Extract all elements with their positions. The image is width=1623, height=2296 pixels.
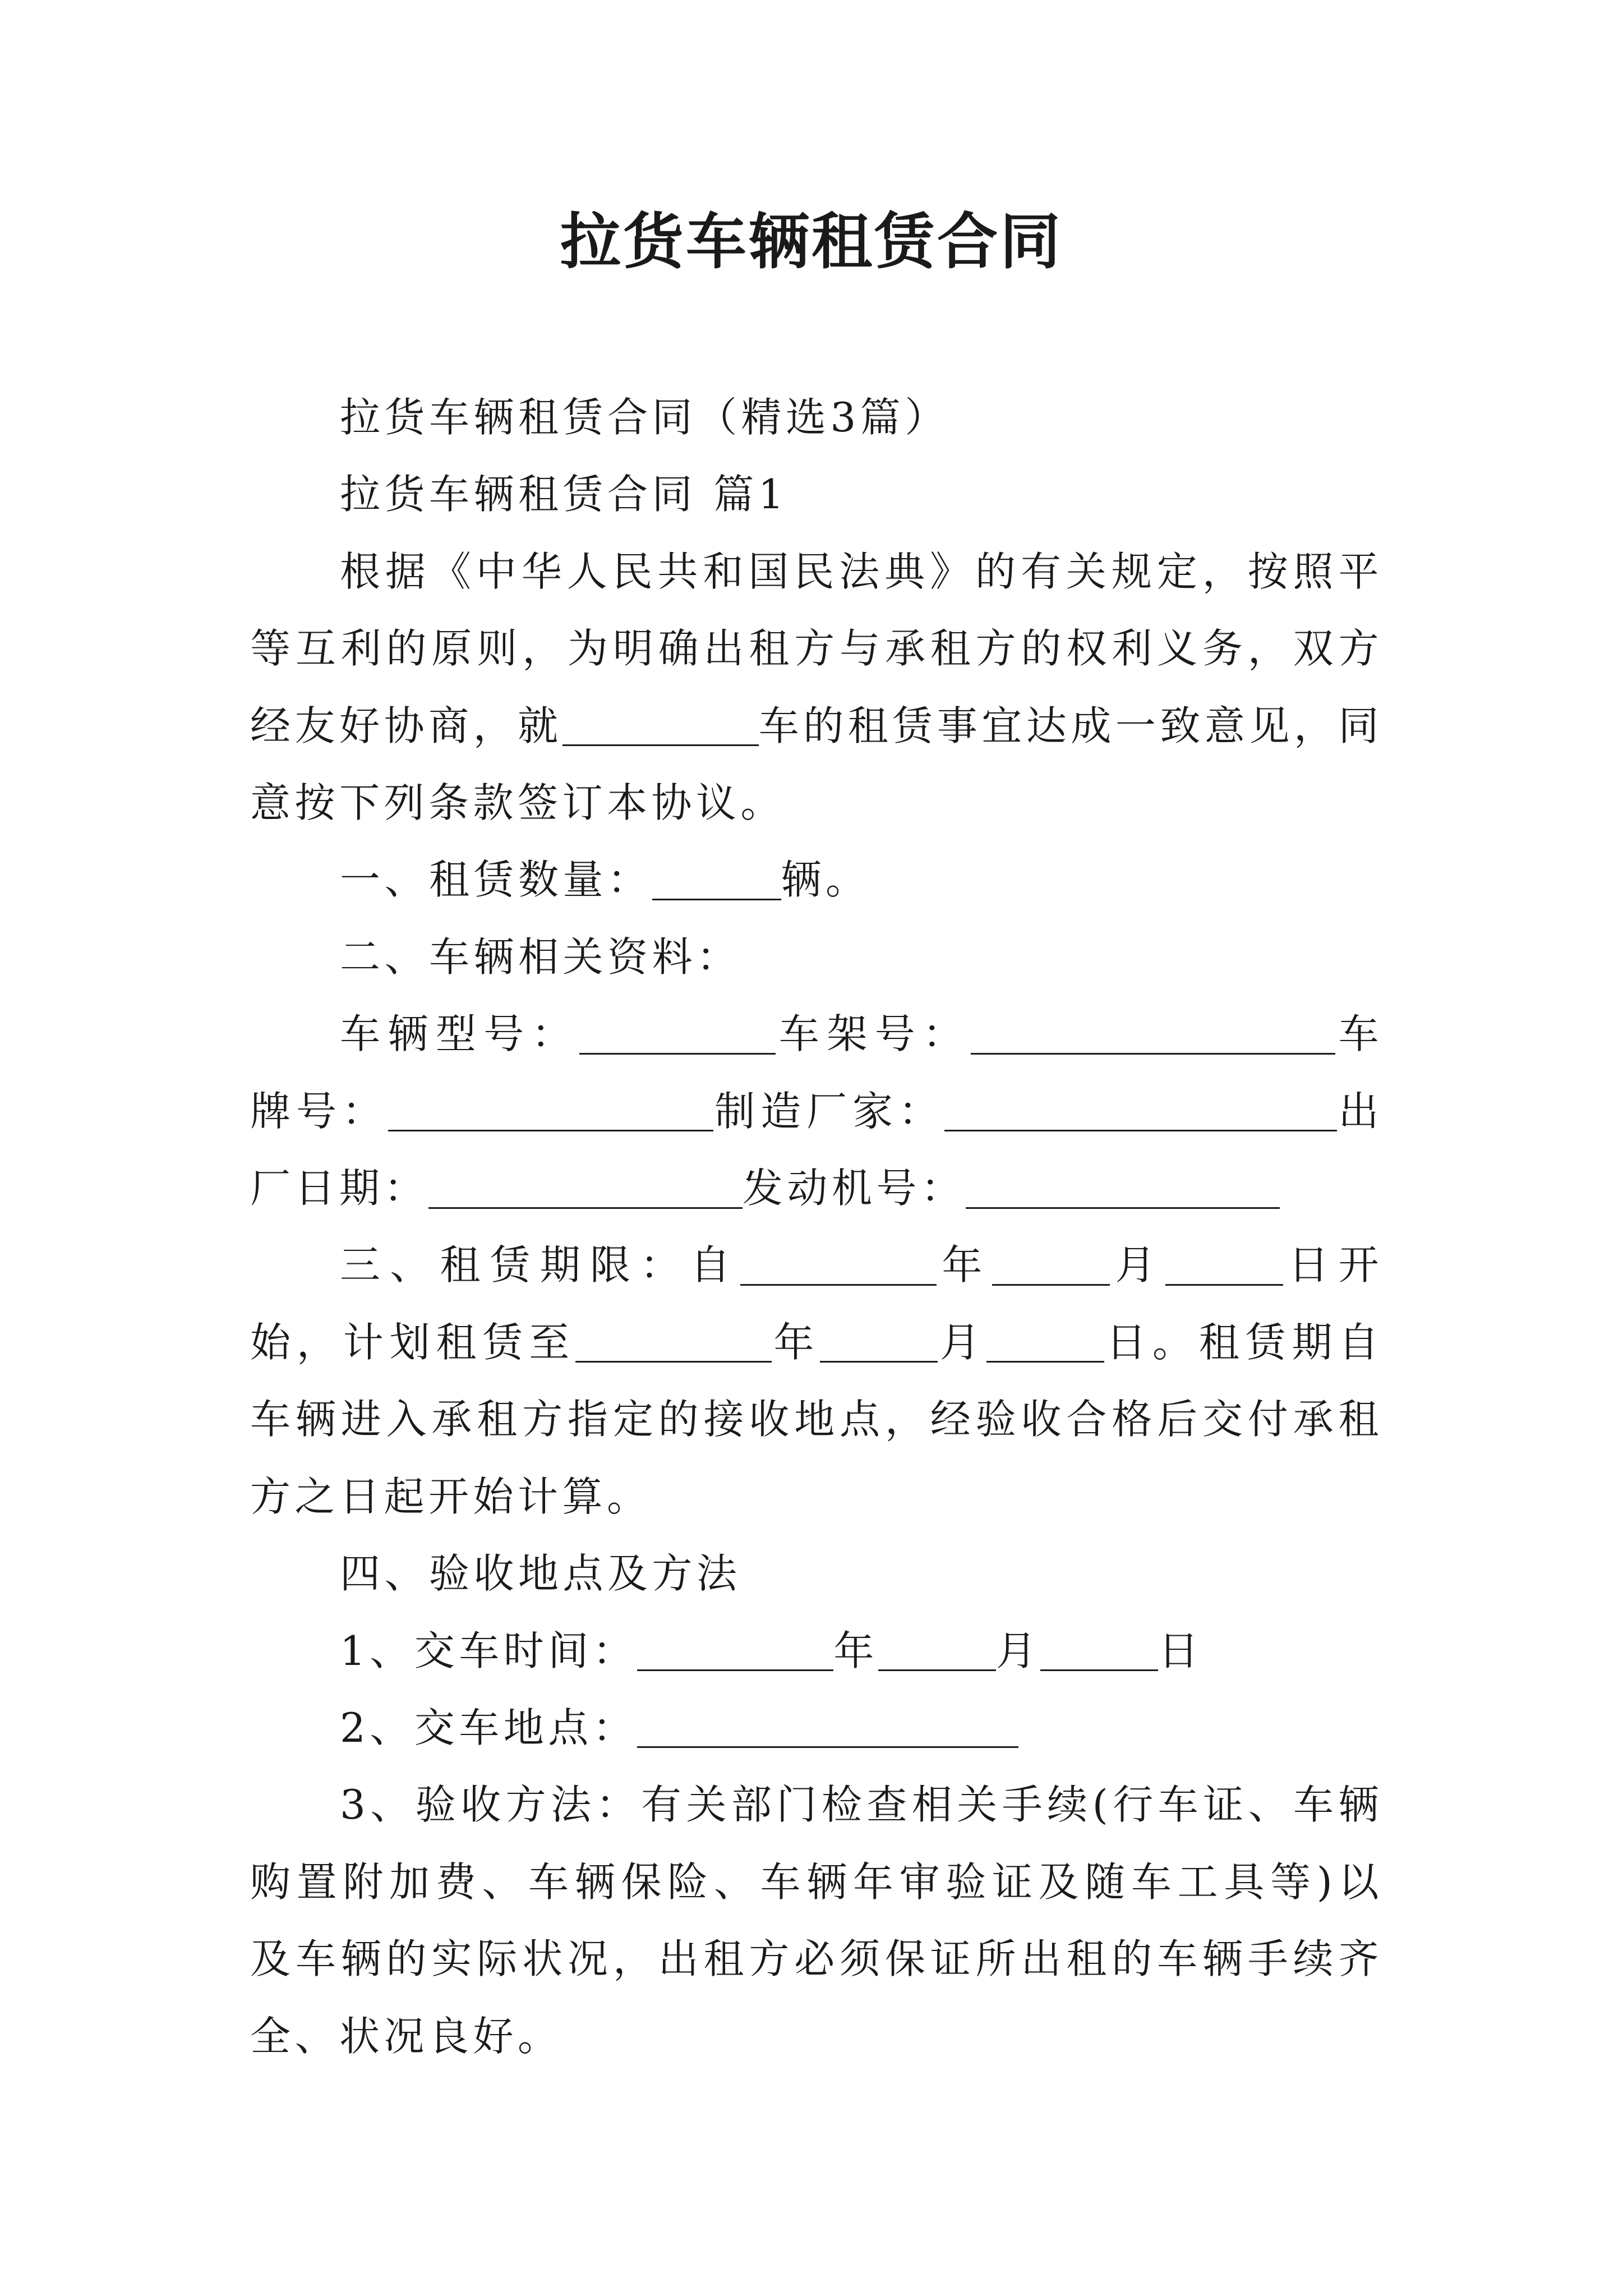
frame-number-label: 车架号： bbox=[776, 1010, 971, 1058]
start-year-blank bbox=[740, 1244, 937, 1286]
engine-number-label: 发动机号： bbox=[743, 1165, 966, 1212]
quantity-blank bbox=[652, 858, 781, 900]
delivery-place-blank bbox=[637, 1706, 1018, 1748]
preamble-text: 根据《中华人民共和国民法典》的有关规定，按照平等互利的原则，为明确出租方与承租方的权利义务，双方经友好协商，就 bbox=[250, 547, 1383, 749]
model-blank bbox=[579, 1013, 776, 1055]
delivery-time-label: 1、交车时间： bbox=[340, 1627, 638, 1674]
preamble-text-end: 车的租赁事宜达成一致意见，同意按下列条款签订本协议。 bbox=[250, 702, 1383, 827]
clause-inspection-heading: 四、验收地点及方法 bbox=[340, 1550, 741, 1598]
delivery-day-blank bbox=[1040, 1629, 1158, 1671]
quantity-unit: 辆。 bbox=[781, 856, 870, 904]
year-label: 年 bbox=[936, 1241, 992, 1289]
manufacturer-label: 制造厂家： bbox=[713, 1087, 945, 1135]
month-label: 月 bbox=[938, 1318, 986, 1366]
term-start-label: 三、租赁期限：自 bbox=[340, 1241, 740, 1289]
start-month-blank bbox=[992, 1244, 1110, 1286]
manufacturer-blank bbox=[944, 1089, 1337, 1131]
start-day-blank bbox=[1165, 1244, 1283, 1286]
clause-vehicle-info bbox=[250, 996, 1383, 1227]
subtitle-selection: 拉货车辆租赁合同（精选3篇） bbox=[340, 394, 949, 441]
clause-vehicle-info-heading: 二、车辆相关资料： bbox=[340, 933, 741, 981]
inspection-method: 3、验收方法：有关部门检查相关手续(行车证、车辆购置附加费、车辆保险、车辆年审验证及随车工具等)以及车辆的实际状况，出租方必须保证所出租的车辆手续齐全、状况良好。 bbox=[250, 1781, 1383, 2060]
production-date-blank bbox=[428, 1167, 743, 1209]
end-day-blank bbox=[986, 1320, 1104, 1363]
clause-lease-term bbox=[250, 1227, 1383, 1535]
month-label: 月 bbox=[995, 1627, 1041, 1674]
model-label: 车辆型号： bbox=[340, 1010, 580, 1058]
delivery-month-blank bbox=[878, 1629, 996, 1671]
plate-number-blank bbox=[388, 1089, 713, 1131]
delivery-year-blank bbox=[637, 1629, 833, 1671]
engine-number-blank bbox=[966, 1167, 1280, 1209]
year-label: 年 bbox=[833, 1627, 878, 1674]
quantity-label: 一、租赁数量： bbox=[340, 856, 652, 904]
production-date-label: 出厂日期： bbox=[250, 1087, 1383, 1212]
document-body bbox=[250, 379, 1383, 2075]
document-title: 拉货车辆租赁合同 bbox=[560, 207, 1063, 277]
frame-number-blank bbox=[971, 1013, 1335, 1055]
plate-number-label: 车牌号： bbox=[250, 1010, 1383, 1135]
term-end-label: 日开始，计划租赁至 bbox=[250, 1241, 1383, 1366]
delivery-place bbox=[250, 1690, 1383, 1766]
year-label: 年 bbox=[772, 1318, 820, 1366]
delivery-time bbox=[250, 1613, 1383, 1690]
day-label: 日 bbox=[1158, 1627, 1203, 1674]
month-label: 月 bbox=[1109, 1241, 1165, 1289]
delivery-place-label: 2、交车地点： bbox=[340, 1704, 638, 1751]
clause-quantity bbox=[250, 841, 1383, 918]
end-year-blank bbox=[575, 1320, 772, 1363]
end-month-blank bbox=[820, 1320, 938, 1363]
vehicle-type-blank bbox=[562, 704, 759, 746]
preamble-paragraph bbox=[250, 533, 1383, 842]
article-heading: 拉货车辆租赁合同 篇1 bbox=[340, 471, 789, 518]
term-text: 日。租赁期自车辆进入承租方指定的接收地点，经验收合格后交付承租方之日起开始计算。 bbox=[250, 1318, 1383, 1520]
